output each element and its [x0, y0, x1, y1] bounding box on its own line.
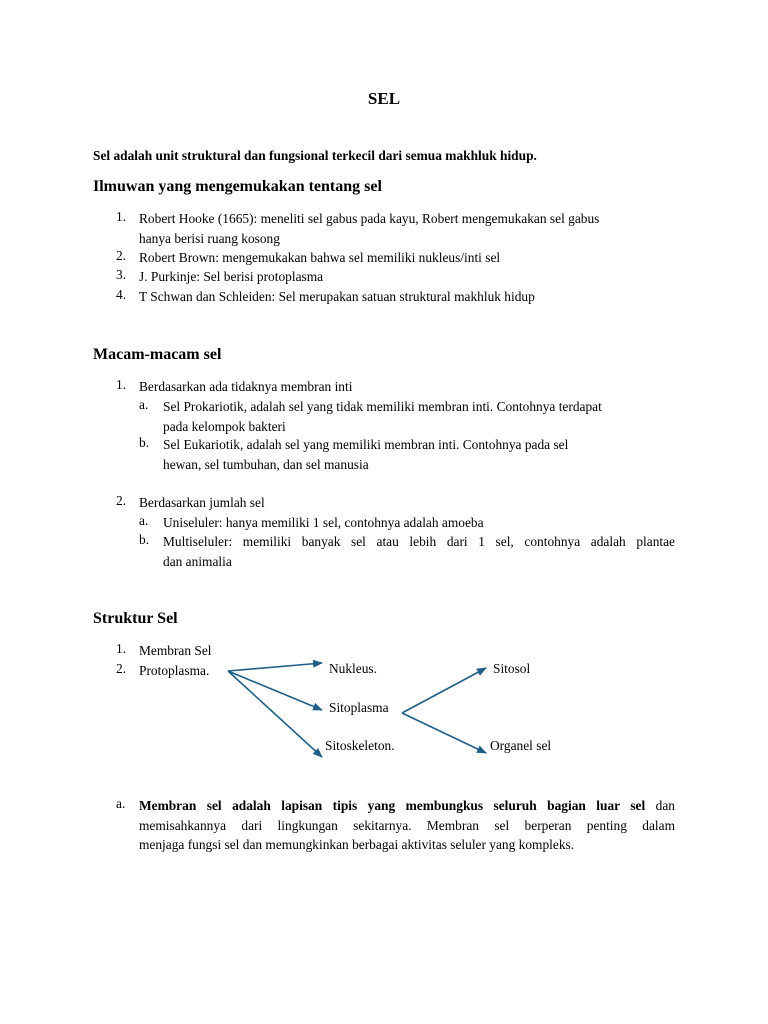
- list-item-line: Robert Hooke (1665): meneliti sel gabus pada kayu, Robert mengemukakan sel gabus: [139, 211, 600, 226]
- list-item: T Schwan dan Schleiden: Sel merupakan satuan struktural makhluk hidup: [139, 289, 535, 304]
- list-item: Berdasarkan jumlah sel: [139, 495, 265, 510]
- sublist-item-line: Sel Eukariotik, adalah sel yang memiliki membran inti. Contohnya pada sel: [163, 437, 569, 452]
- heading-ilmuwan: Ilmuwan yang mengemukakan tentang sel: [93, 178, 382, 195]
- list-number: 2.: [116, 493, 127, 508]
- note-paragraph: [139, 796, 675, 855]
- arrow-to-organel: [402, 713, 486, 753]
- diagram-label-organel: Organel sel: [490, 738, 552, 753]
- heading-struktur: Struktur Sel: [93, 610, 178, 627]
- list-number: 2.: [116, 661, 127, 676]
- list-number: 4.: [116, 287, 127, 302]
- list-item: J. Purkinje: Sel berisi protoplasma: [139, 269, 324, 284]
- diagram-label-nukleus: Nukleus.: [329, 661, 377, 676]
- sublist-item-line: pada kelompok bakteri: [163, 418, 286, 434]
- note-line: menjaga fungsi sel dan memungkinkan berbagai aktivitas seluler yang kompleks.: [139, 837, 575, 852]
- sublist-item-line: hewan, sel tumbuhan, dan sel manusia: [163, 456, 369, 472]
- sublist-item-line: dan animalia: [163, 553, 232, 569]
- list-number: 3.: [116, 267, 127, 282]
- note-letter: a.: [116, 796, 126, 811]
- sublist-item-line: Sel Prokariotik, adalah sel yang tidak memiliki membran inti. Contohnya terdapat: [163, 399, 602, 414]
- sublist-item: Uniseluler: hanya memiliki 1 sel, contohnya adalah amoeba: [163, 515, 484, 530]
- list-item: Membran Sel: [139, 643, 212, 658]
- diagram-label-sitosol: Sitosol: [493, 661, 531, 676]
- list-number: 1.: [116, 377, 127, 392]
- sublist-letter: b.: [139, 435, 150, 450]
- note-bold-text: Membran sel adalah lapisan tipis yang membungkus seluruh bagian luar sel: [139, 798, 646, 813]
- list-item-line: hanya berisi ruang kosong: [139, 230, 280, 246]
- list-item: Berdasarkan ada tidaknya membran inti: [139, 379, 353, 394]
- intro-text: Sel adalah unit struktural dan fungsional terkecil dari semua makhluk hidup.: [93, 148, 537, 163]
- sublist-item-line: Multiseluler: memiliki banyak sel atau lebih dari 1 sel, contohnya adalah plantae: [163, 534, 675, 549]
- note-line: [139, 796, 675, 816]
- list-number: 1.: [116, 209, 127, 224]
- sublist-letter: a.: [139, 397, 149, 412]
- list-number: 2.: [116, 248, 127, 263]
- list-item: Robert Brown: mengemukakan bahwa sel memiliki nukleus/inti sel: [139, 250, 501, 265]
- diagram-label-sitoplasma: Sitoplasma: [329, 700, 389, 715]
- page-title: SEL: [367, 89, 401, 108]
- diagram-label-sitoskeleton: Sitoskeleton.: [325, 738, 395, 753]
- heading-macam: Macam-macam sel: [93, 346, 222, 363]
- arrow-to-sitosol: [402, 668, 486, 713]
- note-line: memisahkannya dari lingkungan sekitarnya. Membran sel berperan penting dalam: [139, 817, 675, 833]
- arrow-to-nukleus: [228, 663, 322, 671]
- sublist-letter: a.: [139, 513, 149, 528]
- arrow-to-sitoskeleton: [228, 671, 322, 757]
- list-item: Protoplasma.: [139, 663, 210, 678]
- arrow-to-sitoplasma: [228, 671, 322, 710]
- list-number: 1.: [116, 641, 127, 656]
- note-text: dan: [645, 798, 675, 813]
- sublist-letter: b.: [139, 532, 150, 547]
